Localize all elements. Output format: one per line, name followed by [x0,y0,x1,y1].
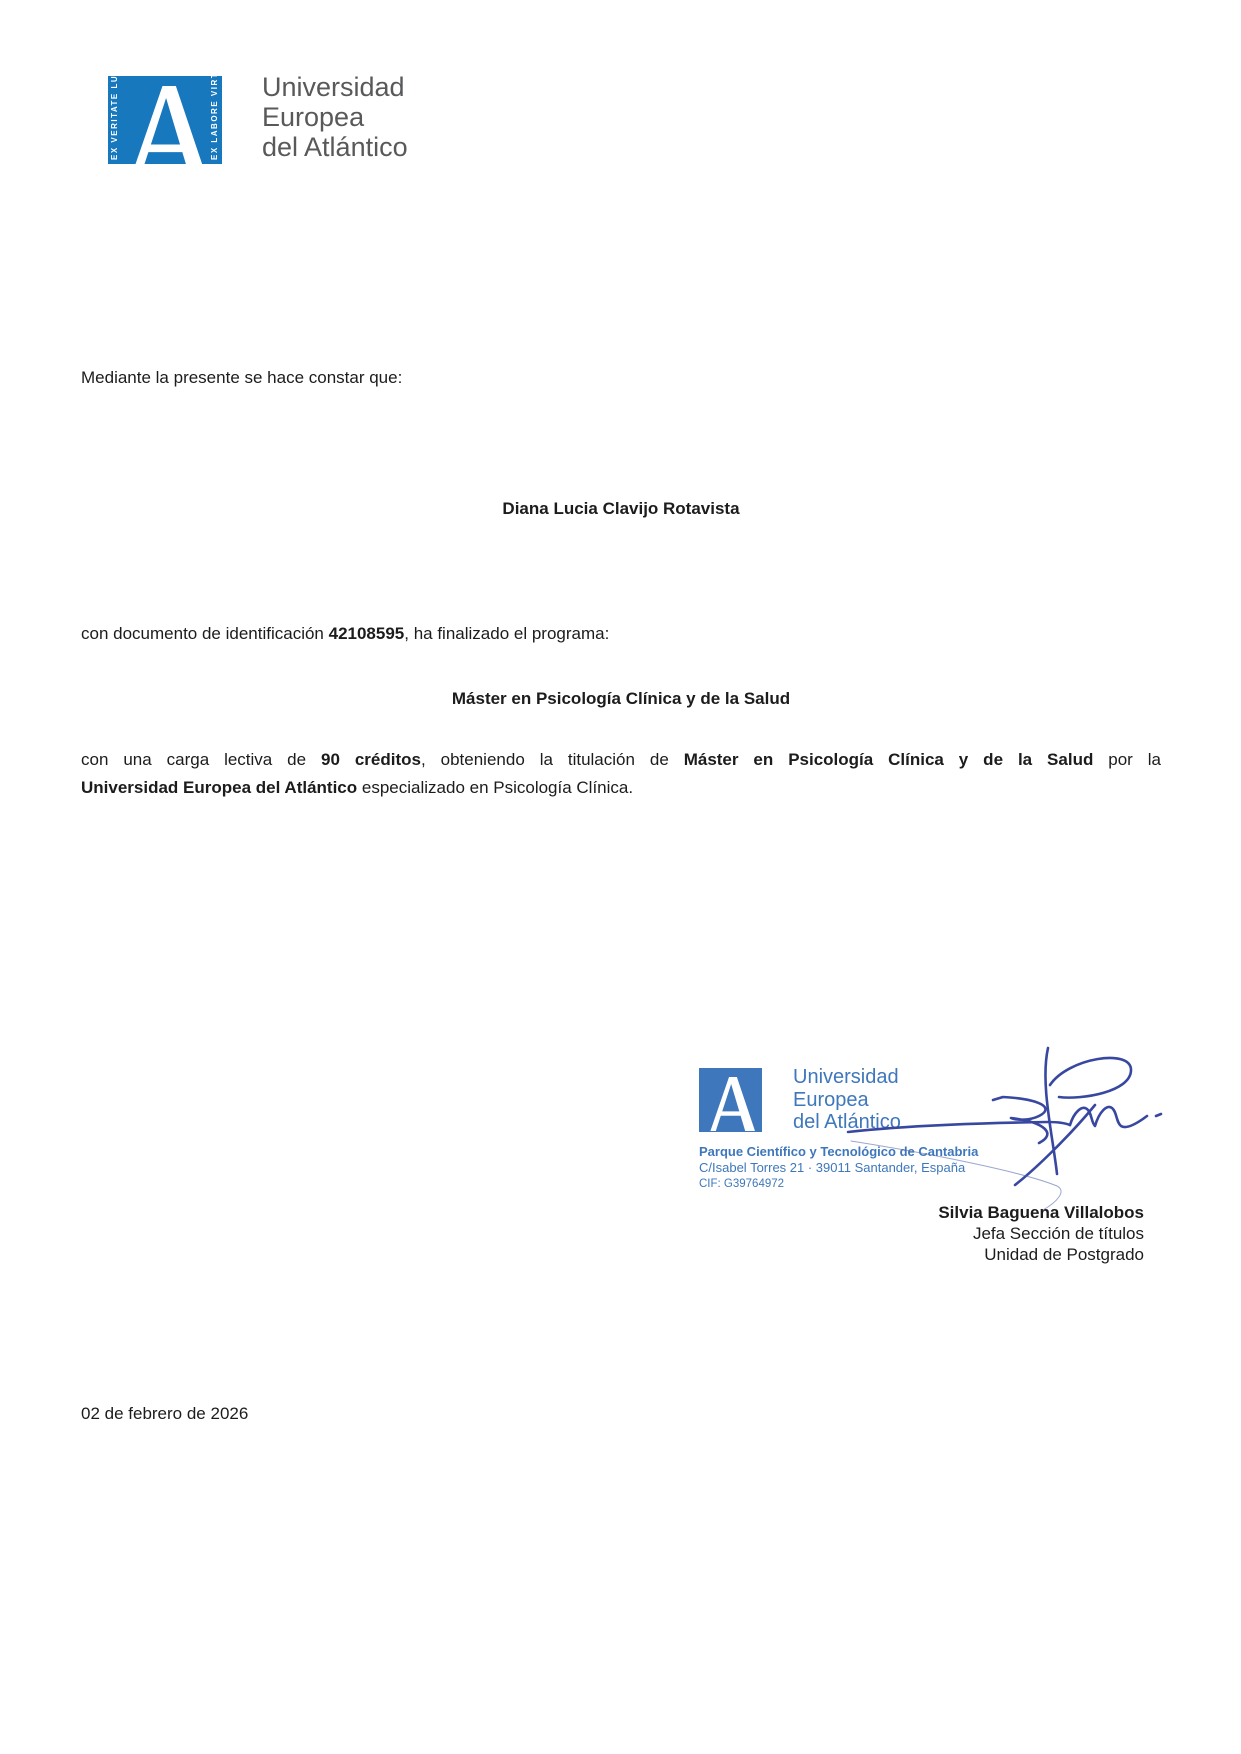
identification-line [81,624,1161,644]
degree-name: Máster en Psicología Clínica y de la Salud [683,750,1094,769]
stamp-name-line: Universidad [793,1066,899,1088]
body-paragraph-line2 [81,774,1161,802]
id-line-suffix: , ha finalizado el programa: [404,624,610,643]
university-name-line: Universidad [262,72,405,102]
body-paragraph-line1 [81,746,1161,774]
stamp-name-line: Europea [793,1088,869,1111]
stamp-address-line1: Parque Científico y Tecnológico de Cantabria [699,1144,979,1159]
university-logo-square [108,57,222,164]
signatory-department: Unidad de Postgrado [984,1245,1144,1264]
handwritten-signature [843,1042,1183,1217]
stamp-address-line2: C/Isabel Torres 21 · 39011 Santander, España [699,1160,966,1175]
id-number: 42108595 [328,624,405,643]
body-part1: con una carga lectiva de [81,750,322,769]
student-name: Diana Lucia Clavijo Rotavista [502,499,740,518]
logo-letter-a-icon [122,86,208,178]
university-name-line: Europea [262,102,365,132]
program-title: Máster en Psicología Clínica y de la Salud [451,689,791,708]
signatory-name: Silvia Baguena Villalobos [938,1203,1144,1222]
university-name-bold: Universidad Europea del Atlántico [81,778,358,797]
body-part2: , obteniendo la titulación de [420,750,684,769]
body-paragraph [81,746,1161,802]
university-name [262,72,408,162]
logo-motto-left: EX VERITATE LUX [110,68,119,160]
signatory-block [938,1202,1144,1265]
intro-statement: Mediante la presente se hace constar que: [81,368,403,387]
id-line-prefix: con documento de identificación [81,624,329,643]
signatory-role: Jefa Sección de títulos [972,1224,1144,1243]
stamp-cif: CIF: G39764972 [699,1178,785,1190]
body-part4: especializado en Psicología Clínica. [357,778,634,797]
stamp-name-line: del Atlántico [793,1111,901,1133]
logo-motto-right: EX LABORE VIRTUS [210,57,219,160]
issue-date: 02 de febrero de 2026 [81,1404,249,1423]
body-part3: por la [1093,750,1161,769]
university-logo [108,57,538,178]
credits-value: 90 créditos [321,750,421,769]
university-name-line: del Atlántico [262,132,408,162]
stamp-logo-square [699,1068,762,1132]
stamp-letter-a-icon [706,1071,755,1137]
